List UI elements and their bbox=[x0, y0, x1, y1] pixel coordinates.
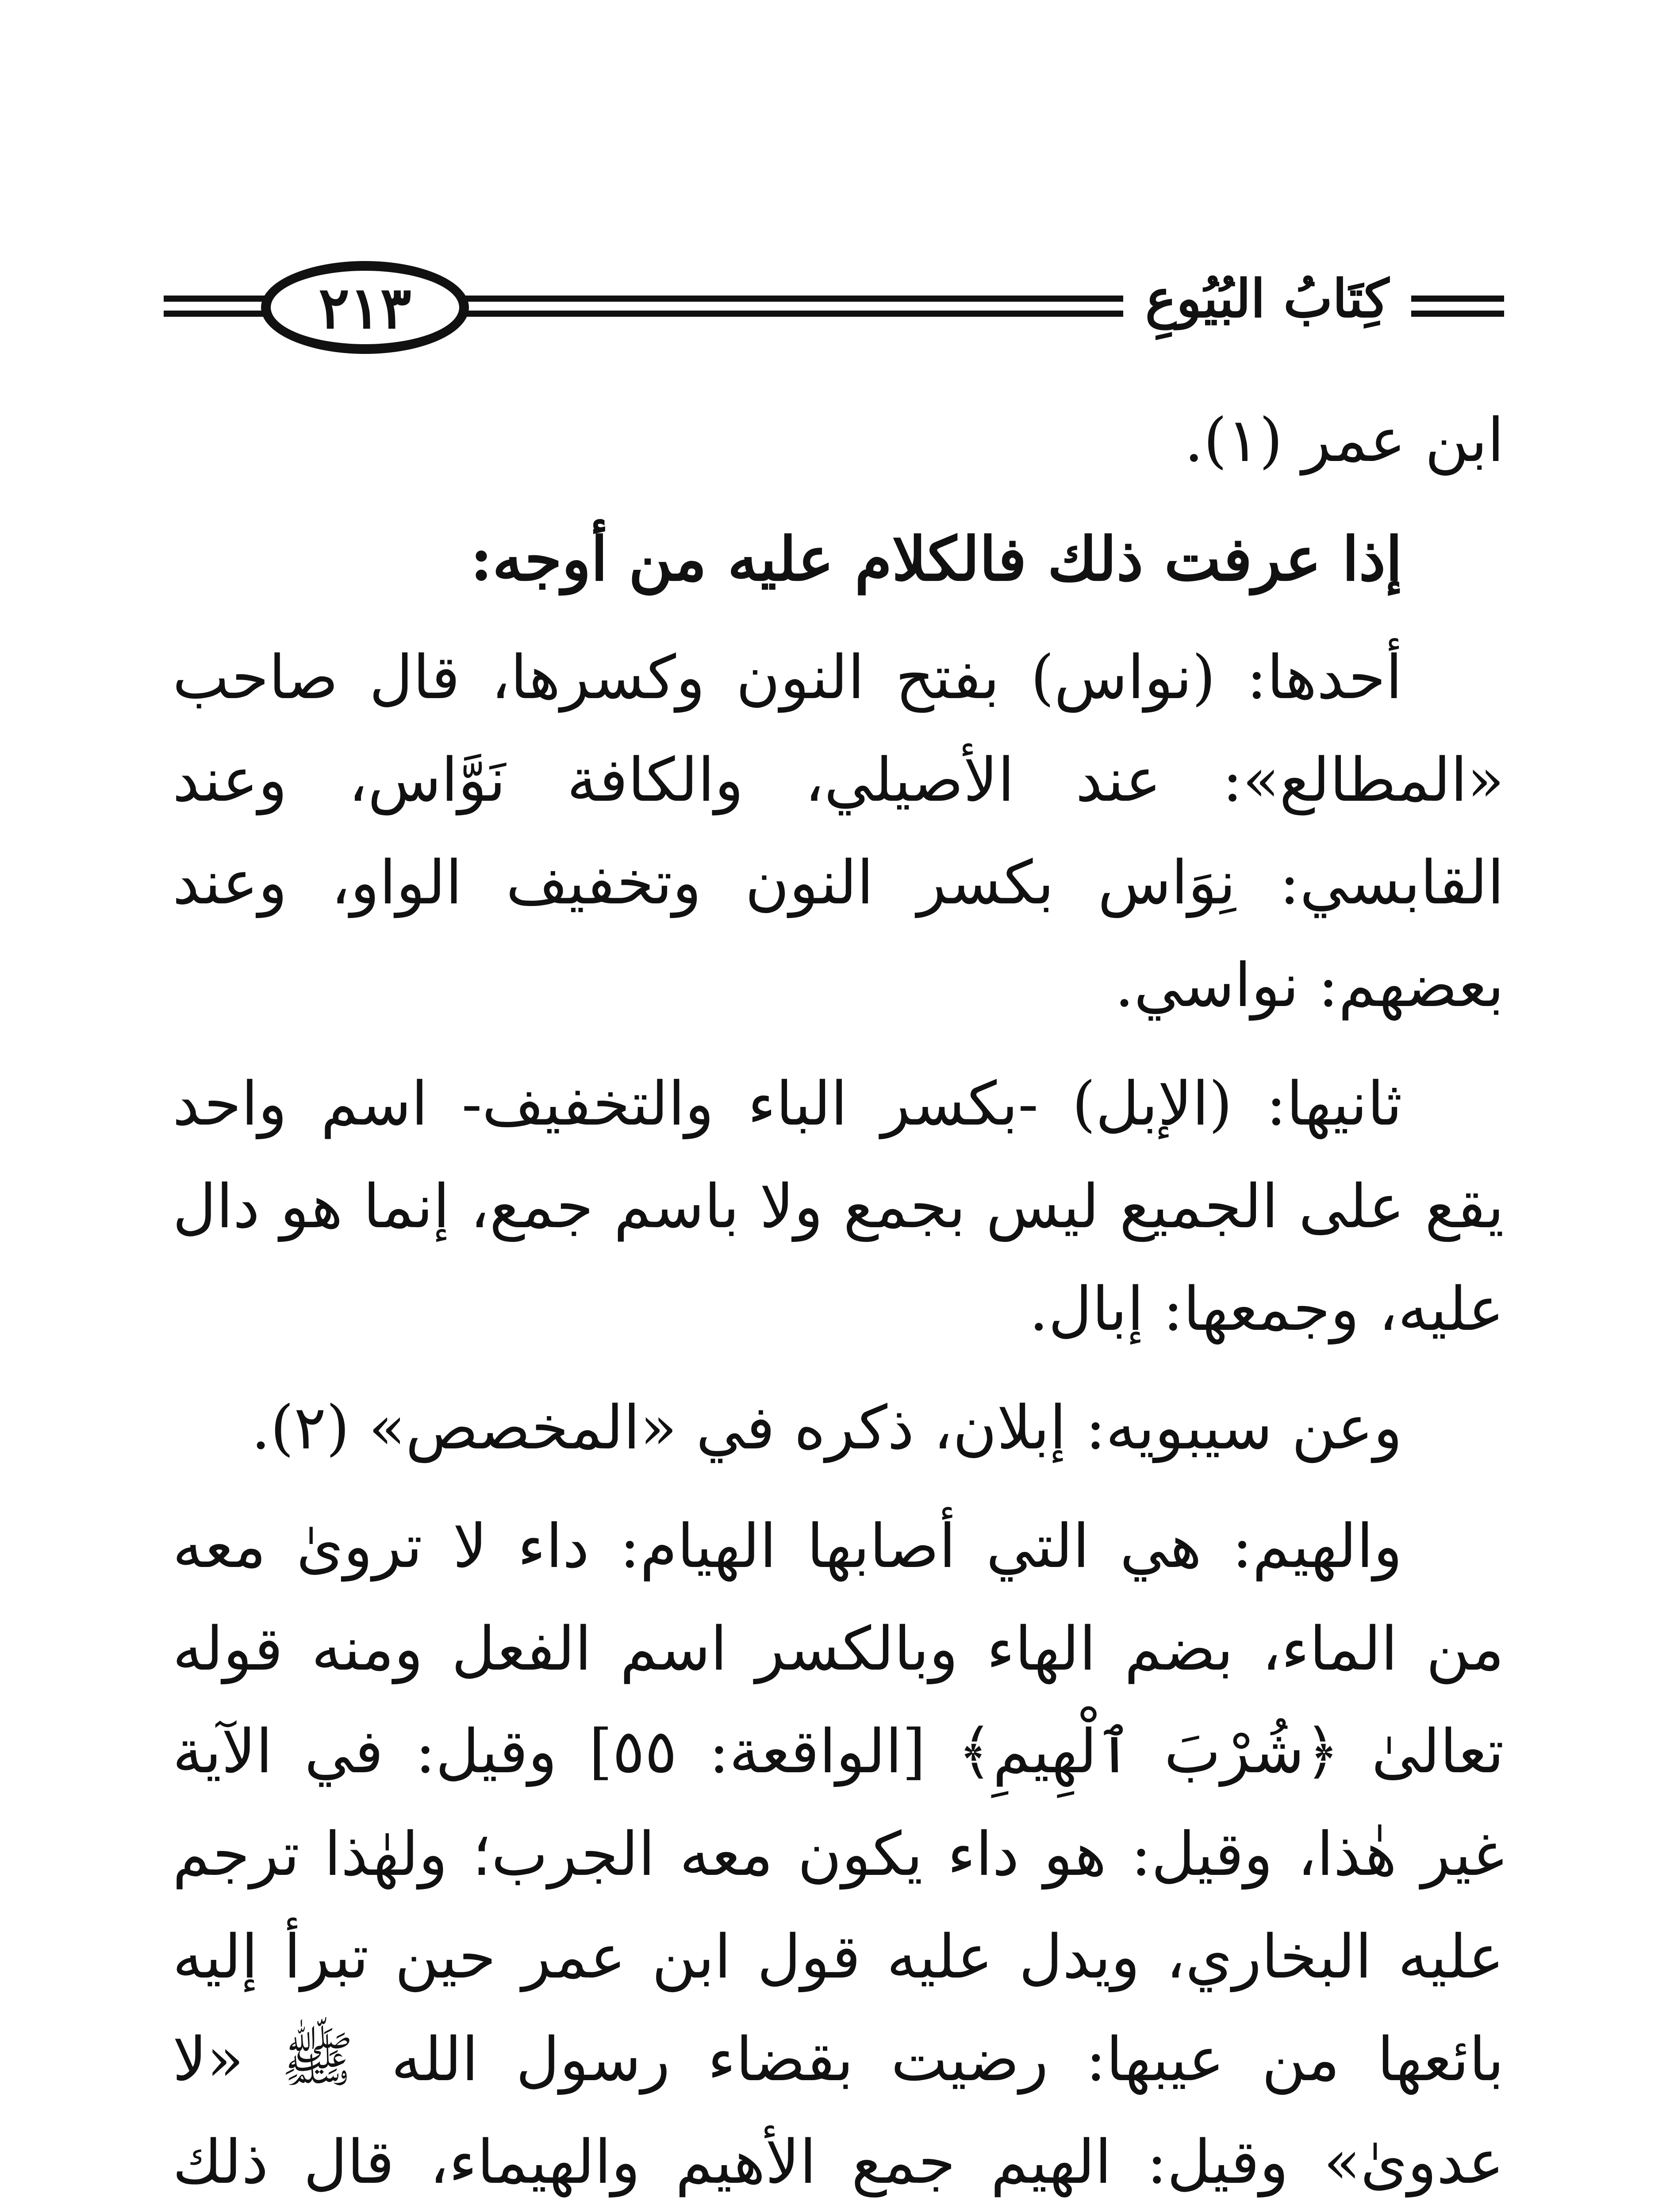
main-text bbox=[173, 389, 1504, 2212]
paragraph-3: أحدها: (نواس) بفتح النون وكسرها، قال صاحب «المطالع»: عند الأصيلي، والكافة نَوَّاس، وعند القابسي: نِوَاس بكسر النون وتخفيف الواو، وعند بعضهم: نواسي. bbox=[173, 643, 1504, 1021]
page-number: ٢١٣ bbox=[319, 273, 411, 342]
page-number-badge bbox=[261, 261, 469, 354]
paragraph-1: ابن عمر (١). bbox=[1184, 406, 1504, 476]
paragraph-6: والهيم: هي التي أصابها الهيام: داء لا ترویٰ معه من الماء، بضم الهاء وبالكسر اسم الفعل ومنه قوله تعالىٰ ﴿شُرْبَ ٱلْهِيمِ﴾ [الواقعة: ٥٥] وقيل: في الآية غير هٰذا، وقيل: هو داء يكون معه الجرب؛ ولهٰذا ترجم عليه البخاري، ويدل عليه قول ابن عمر حين تبرأ إليه بائعها من عيبها: رضيت بقضاء رسول الله ﷺ «لا عدوىٰ» وقيل: الهيم جمع الأهيم والهيماء، قال ذلك bbox=[173, 1512, 1504, 2197]
paragraph-4: ثانيها: (الإبل) -بكسر الباء والتخفيف- اسم واحد يقع على الجميع ليس بجمع ولا باسم جمع، إنما هو دال عليه، وجمعها: إبال. bbox=[173, 1069, 1504, 1344]
page-header bbox=[164, 261, 1504, 363]
running-title: كِتَابُ البُيُوعِ bbox=[1123, 268, 1411, 329]
paragraph-2: إذا عرفت ذلك فالكلام عليه من أوجه: bbox=[470, 524, 1402, 595]
paragraph-5: وعن سيبويه: إبلان، ذكره في «المخصص» (٢). bbox=[251, 1393, 1402, 1463]
